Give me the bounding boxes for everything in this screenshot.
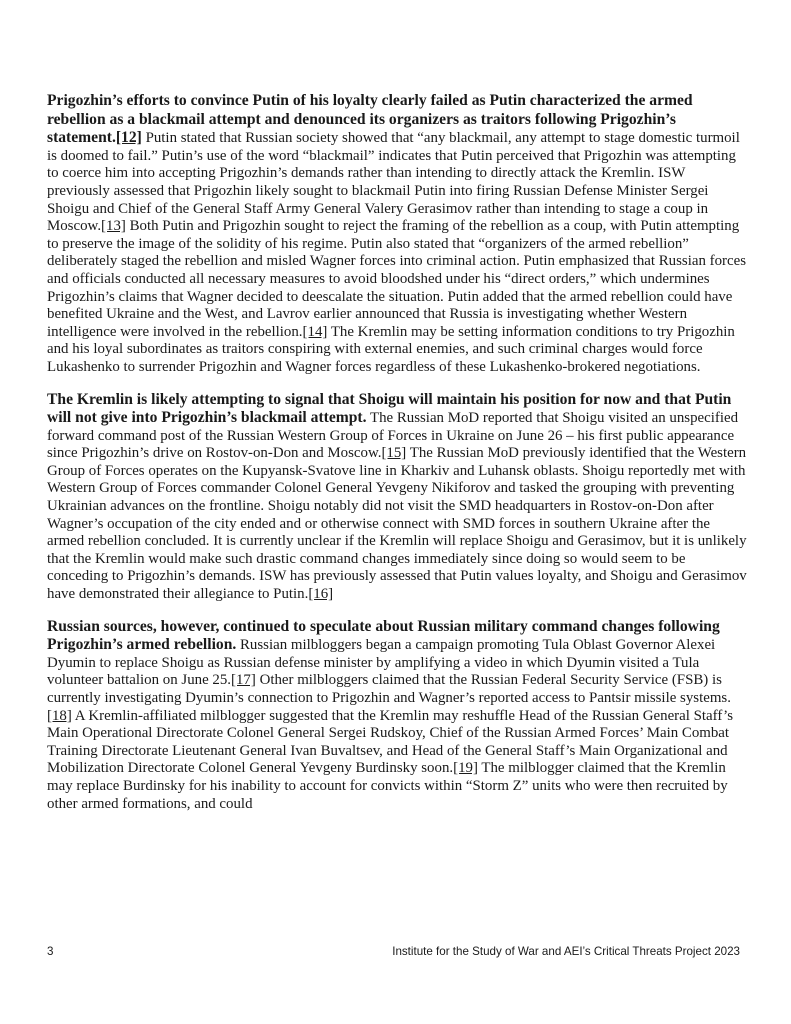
citation-14-link[interactable]: [14] [302,323,328,340]
citation-13-link[interactable]: [13] [101,218,126,235]
footer-organization: Institute for the Study of War and AEI’s Critical Threats Project 2023 [392,945,740,958]
paragraph-2 [47,391,747,604]
citation-12-link[interactable]: [12] [115,129,142,147]
citation-19-link[interactable]: [19] [453,760,478,777]
paragraph-2-text: The Russian MoD reported that Shoigu visited an unspecified forward command post of the Russian Western Group of Forces in Ukraine on June 26 – his first public appearance since Prigozhin’s drive on Rostov-on-Don and Moscow. [47,410,739,462]
paragraph-3-lead: Russian sources, however, continued to speculate about Russian military command changes following Prigozhin’s armed rebellion. [47,617,720,654]
paragraph-2-text: The Russian MoD previously identified that the Western Group of Forces operates on the Kupyansk-Svatove line in Kharkiv and Luhansk oblasts. Shoigu reportedly met with Western Group of Forces commander Colonel General Yevgeny Nikiforov and tasked the grouping with preventing Ukrainian advances on the frontline. Shoigu notably did not visit the SMD headquarters in Rostov-on-Don after Wagner’s occupation of the city ended and or otherwise connect with SMD forces in southern Ukraine after the armed rebellion concluded. It is currently unclear if the Kremlin will replace Shoigu and Gerasimov, but it is unlikely that the Kremlin would make such drastic command changes immediately since doing so would seem to be conceding to Prigozhin’s demands. ISW has previously assessed that Putin values loyalty, and Shoigu and Gerasimov have demonstrated their allegiance to Putin. [47,445,747,603]
page-number: 3 [47,945,54,958]
paragraph-1-text: The Kremlin may be setting information conditions to try Prigozhin and his loyal subordinates as traitors conspiring with external enemies, and such criminal charges would force Lukashenko to surrender Prigozhin and Wagner forces regardless of these Lukashenko-brokered negotiations. [47,323,735,375]
body-text [47,92,747,827]
paragraph-1-lead: Prigozhin’s efforts to convince Putin of his loyalty clearly failed as Putin characterized the armed rebellion as a blackmail attempt and denounced its organizers as traitors following Prigozhin’s statement. [47,92,693,147]
citation-15-link[interactable]: [15] [381,445,407,462]
paragraph-1 [47,92,747,377]
paragraph-3-text: Russian milbloggers began a campaign promoting Tula Oblast Governor Alexei Dyumin to replace Shoigu as Russian defense minister by amplifying a video in which Dyumin visited a Tula volunteer battalion on June 25. [47,637,716,689]
paragraph-3-text: The milblogger claimed that the Kremlin may replace Burdinsky for his inability to account for convicts within “Storm Z” units who were then recruited by other armed formations, and could [47,760,728,812]
paragraph-3 [47,618,747,814]
paragraph-1-text: Both Putin and Prigozhin sought to reject the framing of the rebellion as a coup, with Putin attempting to preserve the image of the solidity of his regime. Putin also stated that “organizers of the armed rebellion” deliberately staged the rebellion and misled Wagner forces into criminal action. Putin emphasized that Russian forces and officials conducted all necessary measures to avoid bloodshed under his “direct orders,” which undermines Prigozhin’s claims that Wagner decided to deescalate the situation. Putin added that the armed rebellion could have benefited Ukraine and the West, and Lavrov earlier announced that Russia is investigating whether Western intelligence were involved in the rebellion. [47,218,747,340]
paragraph-3-text: Other milbloggers claimed that the Russian Federal Security Service (FSB) is currently investigating Dyumin’s connection to Prigozhin and Wagner’s reported access to Pantsir missile systems. [47,672,731,706]
paragraph-1-text: Putin stated that Russian society showed that “any blackmail, any attempt to stage domestic turmoil is doomed to fail.” Putin’s use of the word “blackmail” indicates that Putin perceived that Prigozhin was attempting to coerce him into accepting Prigozhin’s demands rather than intending to directly attack the Kremlin. ISW previously assessed that Prigozhin likely sought to blackmail Putin into firing Russian Defense Minister Sergei Shoigu and Chief of the General Staff Army General Valery Gerasimov rather than intending to stage a coup in Moscow. [47,130,740,235]
page-footer [47,945,740,961]
citation-17-link[interactable]: [17] [231,672,256,689]
paragraph-3-text: A Kremlin-affiliated milblogger suggested that the Kremlin may reshuffle Head of the Russian General Staff’s Main Operational Directorate Colonel General Sergei Rudskoy, Chief of the Russian Armed Forces’ Main Combat Training Directorate Lieutenant General Ivan Buvaltsev, and Head of the General Staff’s Main Organizational and Mobilization Directorate Colonel General Yevgeny Burdinsky soon. [47,707,734,777]
citation-16-link[interactable]: [16] [308,586,334,603]
citation-18-link[interactable]: [18] [47,707,72,724]
paragraph-2-lead: The Kremlin is likely attempting to signal that Shoigu will maintain his position for now and that Putin will not give into Prigozhin’s blackmail attempt. [47,390,732,427]
